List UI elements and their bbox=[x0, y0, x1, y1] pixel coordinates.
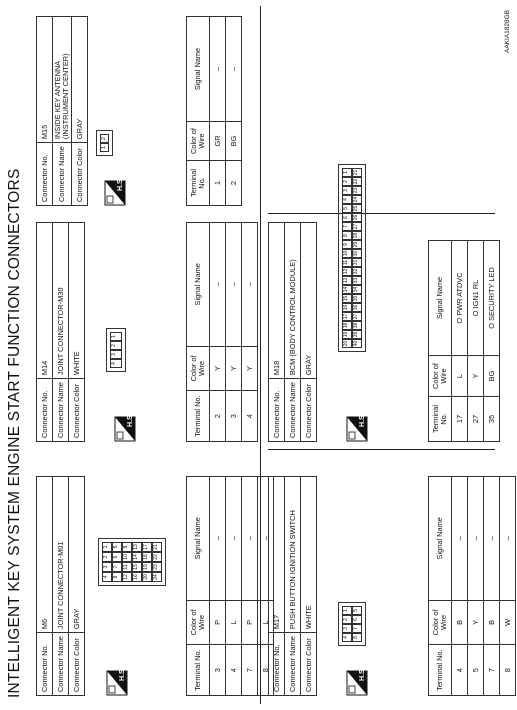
hs-label: H.S. bbox=[127, 416, 134, 427]
col-signal-name: Signal Name bbox=[187, 477, 210, 601]
connector-pin: 17 bbox=[342, 312, 352, 321]
connector-face bbox=[338, 164, 366, 352]
col-wire-color: Color of Wire bbox=[187, 600, 210, 645]
connector-pin: 4 bbox=[102, 572, 112, 582]
connector-pin: 13 bbox=[132, 542, 142, 552]
col-wire-color: Color of Wire bbox=[187, 346, 210, 391]
wire-color: L bbox=[258, 600, 274, 645]
connector-pin: 39 bbox=[352, 330, 362, 339]
wire-color: Y bbox=[242, 346, 258, 391]
connector-pin: 3 bbox=[102, 562, 112, 572]
label-connector-name: Connector Name bbox=[53, 633, 69, 696]
connector-pin: 15 bbox=[342, 294, 352, 303]
terminal-table bbox=[186, 16, 242, 206]
signal-name: – bbox=[210, 477, 226, 601]
connector-pin: 1 bbox=[110, 332, 122, 341]
connector-pin: 1 bbox=[342, 168, 352, 177]
terminal-no: 1 bbox=[210, 161, 226, 206]
col-wire-color: Color of Wire bbox=[187, 122, 210, 161]
pin-row bbox=[112, 542, 122, 582]
table-row bbox=[484, 241, 500, 442]
connector-pin: 22 bbox=[352, 177, 362, 186]
connector-pin: 2 bbox=[342, 177, 352, 186]
col-signal-name: Signal Name bbox=[187, 223, 210, 347]
connector-color: WHITE bbox=[301, 477, 317, 633]
connector-pin: 3 bbox=[342, 624, 352, 633]
col-terminal-no: Terminal No. bbox=[429, 645, 452, 696]
connector-pin: 2 bbox=[100, 134, 109, 143]
signal-name: – bbox=[258, 477, 274, 601]
col-terminal-no: Terminal No. bbox=[187, 391, 210, 442]
connector-pin: 4 bbox=[342, 633, 352, 642]
connector-info-table bbox=[36, 16, 88, 206]
terminal-no: 17 bbox=[452, 397, 468, 442]
label-connector-name: Connector Name bbox=[285, 379, 301, 442]
connector-pin: 31 bbox=[352, 258, 362, 267]
connector-pin: 40 bbox=[352, 339, 362, 348]
table-row bbox=[452, 477, 468, 696]
hs-marker bbox=[104, 182, 124, 206]
wire-color: B bbox=[452, 600, 468, 645]
connector-pin: 24 bbox=[352, 195, 362, 204]
connector-pin: 3 bbox=[342, 186, 352, 195]
pin-row bbox=[152, 542, 162, 582]
wire-color: GR bbox=[210, 122, 226, 161]
connector-pin: 20 bbox=[142, 572, 152, 582]
hs-label: H.S. bbox=[117, 180, 124, 191]
terminal-no: 2 bbox=[226, 161, 242, 206]
connector-pin: 7 bbox=[112, 562, 122, 572]
wire-color: BG bbox=[484, 356, 500, 397]
terminal-no: 27 bbox=[468, 397, 484, 442]
connector-pin: 25 bbox=[352, 204, 362, 213]
table-row bbox=[226, 477, 242, 696]
connector-pin: 2 bbox=[342, 615, 352, 624]
connector-pin: 6 bbox=[352, 615, 362, 624]
hs-label: H.S. bbox=[119, 670, 126, 681]
hs-label: H.S. bbox=[359, 670, 366, 681]
connector-pin: 1 bbox=[100, 143, 109, 152]
connector-face bbox=[106, 328, 126, 372]
signal-name: – bbox=[226, 17, 242, 122]
connector-info-table bbox=[268, 476, 317, 696]
terminal-table bbox=[186, 222, 258, 442]
wire-color: L bbox=[226, 600, 242, 645]
pin-row bbox=[122, 542, 132, 582]
connector-face bbox=[98, 538, 166, 586]
pin-row bbox=[142, 542, 152, 582]
connector-name: JOINT CONNECTOR-M01 bbox=[53, 477, 69, 633]
col-wire-color: Color of Wire bbox=[429, 600, 452, 645]
terminal-no: 3 bbox=[226, 391, 242, 442]
harness-side-icon bbox=[106, 670, 128, 696]
connector-pin: 1 bbox=[342, 606, 352, 615]
connector-name: BCM (BODY CONTROL MODULE) bbox=[285, 223, 301, 379]
table-row bbox=[242, 223, 258, 442]
harness-side-icon bbox=[346, 670, 368, 696]
table-row bbox=[468, 477, 484, 696]
col-wire-color: Color of Wire bbox=[429, 356, 452, 397]
connector-color: GRAY bbox=[301, 223, 317, 379]
terminal-no: 2 bbox=[210, 391, 226, 442]
label-connector-name: Connector Name bbox=[285, 633, 301, 696]
connector-color: WHITE bbox=[69, 223, 85, 379]
connector-color: GRAY bbox=[69, 477, 85, 633]
connector-pin: 6 bbox=[342, 213, 352, 222]
table-row bbox=[210, 477, 226, 696]
connector-panel-m14 bbox=[36, 222, 254, 442]
divider-vertical-1 bbox=[268, 449, 495, 450]
connector-pin: 36 bbox=[352, 303, 362, 312]
connector-info-table bbox=[36, 222, 85, 442]
connector-pin: 23 bbox=[152, 562, 162, 572]
wire-color: W bbox=[500, 600, 516, 645]
signal-name: O PWR ATDVC bbox=[452, 241, 468, 356]
connector-pin: 27 bbox=[352, 222, 362, 231]
hs-marker bbox=[114, 418, 134, 442]
signal-name: – bbox=[242, 477, 258, 601]
terminal-no: 4 bbox=[452, 645, 468, 696]
connector-pin: 37 bbox=[352, 312, 362, 321]
table-row bbox=[452, 241, 468, 442]
connector-no: M14 bbox=[37, 223, 53, 379]
connector-pin: 14 bbox=[342, 285, 352, 294]
pin-row bbox=[102, 542, 112, 582]
signal-name: – bbox=[210, 223, 226, 347]
terminal-no: 7 bbox=[242, 645, 258, 696]
hs-marker bbox=[346, 672, 366, 696]
label-connector-color: Connector Color bbox=[69, 379, 85, 442]
label-connector-no: Connector No. bbox=[37, 633, 53, 696]
label-connector-color: Connector Color bbox=[69, 633, 85, 696]
signal-name: – bbox=[226, 223, 242, 347]
connector-no: M15 bbox=[37, 17, 53, 143]
connector-pin: 24 bbox=[152, 572, 162, 582]
connector-pin: 21 bbox=[352, 168, 362, 177]
table-row bbox=[500, 477, 516, 696]
signal-name: – bbox=[484, 477, 500, 601]
connector-face bbox=[96, 130, 113, 156]
connector-pin: 17 bbox=[142, 542, 152, 552]
connector-pin: 14 bbox=[132, 552, 142, 562]
connector-pin: 7 bbox=[342, 222, 352, 231]
connector-pin: 9 bbox=[122, 542, 132, 552]
connector-color: GRAY bbox=[72, 17, 88, 143]
connector-pin: 9 bbox=[342, 240, 352, 249]
connector-pin: 4 bbox=[342, 195, 352, 204]
connector-pin: 1 bbox=[102, 542, 112, 552]
table-row bbox=[468, 241, 484, 442]
connector-pin: 5 bbox=[342, 204, 352, 213]
pin-row bbox=[132, 542, 142, 582]
wire-color: Y bbox=[468, 356, 484, 397]
col-terminal-no: Terminal No. bbox=[429, 397, 452, 442]
signal-name: – bbox=[500, 477, 516, 601]
connector-pin: 18 bbox=[342, 321, 352, 330]
signal-name: – bbox=[242, 223, 258, 347]
terminal-no: 5 bbox=[468, 645, 484, 696]
connector-pin: 10 bbox=[342, 249, 352, 258]
wire-color: Y bbox=[468, 600, 484, 645]
connector-pin: 15 bbox=[132, 562, 142, 572]
terminal-table bbox=[428, 476, 516, 696]
terminal-no: 35 bbox=[484, 397, 500, 442]
connector-pin: 26 bbox=[352, 213, 362, 222]
connector-no: M6 bbox=[37, 477, 53, 633]
figure-code: AAKIA1828GB bbox=[504, 10, 511, 53]
connector-name: INSIDE KEY ANTENNA (INSTRUMENT CENTER) bbox=[53, 17, 72, 143]
connector-pin: 32 bbox=[352, 267, 362, 276]
connector-pin: 13 bbox=[342, 276, 352, 285]
connector-pin: 22 bbox=[152, 552, 162, 562]
connector-pin: 34 bbox=[352, 285, 362, 294]
wire-color: BG bbox=[226, 122, 242, 161]
connector-no: M17 bbox=[269, 477, 285, 633]
label-connector-no: Connector No. bbox=[269, 633, 285, 696]
hs-marker bbox=[346, 418, 366, 442]
wire-color: L bbox=[452, 356, 468, 397]
connector-info-table bbox=[268, 222, 317, 442]
col-terminal-no: Terminal No. bbox=[187, 161, 210, 206]
connector-pin: 12 bbox=[342, 267, 352, 276]
signal-name: O IGN1 RL bbox=[468, 241, 484, 356]
connector-panel-m17 bbox=[268, 476, 512, 696]
table-row bbox=[210, 223, 226, 442]
label-connector-no: Connector No. bbox=[37, 143, 53, 206]
terminal-table bbox=[428, 240, 500, 442]
pin-row bbox=[352, 168, 362, 348]
col-signal-name: Signal Name bbox=[187, 17, 210, 122]
hs-label: H.S. bbox=[359, 416, 366, 427]
signal-name: – bbox=[452, 477, 468, 601]
col-signal-name: Signal Name bbox=[429, 477, 452, 601]
pin-row bbox=[342, 606, 352, 642]
connector-pin: 6 bbox=[112, 552, 122, 562]
terminal-no: 8 bbox=[500, 645, 516, 696]
connector-panel-m18 bbox=[268, 169, 496, 442]
connector-pin: 3 bbox=[110, 350, 122, 359]
connector-pin: 19 bbox=[342, 330, 352, 339]
hs-marker bbox=[106, 672, 126, 696]
connector-pin: 28 bbox=[352, 231, 362, 240]
wire-color: P bbox=[242, 600, 258, 645]
wire-color: B bbox=[484, 600, 500, 645]
connector-pin: 23 bbox=[352, 186, 362, 195]
connector-pin: 11 bbox=[122, 562, 132, 572]
connector-pin: 8 bbox=[112, 572, 122, 582]
signal-name: – bbox=[210, 17, 226, 122]
connector-pin: 5 bbox=[112, 542, 122, 552]
label-connector-name: Connector Name bbox=[53, 379, 69, 442]
connector-name: JOINT CONNECTOR-M30 bbox=[53, 223, 69, 379]
wire-color: P bbox=[210, 600, 226, 645]
pin-row bbox=[342, 168, 352, 348]
connector-pin: 29 bbox=[352, 240, 362, 249]
page-title: INTELLIGENT KEY SYSTEM ENGINE START FUNCTION CONNECTORS bbox=[6, 168, 23, 698]
connector-pin: 5 bbox=[352, 606, 362, 615]
table-row bbox=[226, 17, 242, 206]
label-connector-color: Connector Color bbox=[72, 143, 88, 206]
connector-pin: 38 bbox=[352, 321, 362, 330]
pin-row bbox=[110, 332, 122, 368]
connector-info-table bbox=[36, 476, 85, 696]
connector-pin: 16 bbox=[342, 303, 352, 312]
connector-pin: 19 bbox=[142, 562, 152, 572]
connector-panel-m15 bbox=[36, 16, 238, 206]
terminal-no: 3 bbox=[210, 645, 226, 696]
label-connector-no: Connector No. bbox=[37, 379, 53, 442]
connector-name: PUSH BUTTON IGNITION SWITCH bbox=[285, 477, 301, 633]
connector-pin: 18 bbox=[142, 552, 152, 562]
connector-pin: 12 bbox=[122, 572, 132, 582]
connector-pin: 35 bbox=[352, 294, 362, 303]
connector-face bbox=[338, 602, 366, 646]
signal-name: – bbox=[468, 477, 484, 601]
connector-pin: 30 bbox=[352, 249, 362, 258]
terminal-no: 8 bbox=[258, 645, 274, 696]
terminal-table bbox=[186, 476, 274, 696]
pin-row bbox=[352, 606, 362, 642]
table-row bbox=[242, 477, 258, 696]
connector-pin: 16 bbox=[132, 572, 142, 582]
connector-pin: 11 bbox=[342, 258, 352, 267]
wire-color: Y bbox=[210, 346, 226, 391]
connector-panel-m6 bbox=[36, 476, 270, 696]
connector-pin: 7 bbox=[352, 624, 362, 633]
connector-pin: 10 bbox=[122, 552, 132, 562]
connector-pin: 8 bbox=[352, 633, 362, 642]
harness-side-icon bbox=[104, 180, 126, 206]
table-row bbox=[226, 223, 242, 442]
label-connector-no: Connector No. bbox=[269, 379, 285, 442]
terminal-no: 7 bbox=[484, 645, 500, 696]
connector-pin: 21 bbox=[152, 542, 162, 552]
signal-name: O SECURITY LED bbox=[484, 241, 500, 356]
label-connector-color: Connector Color bbox=[301, 633, 317, 696]
wire-color: Y bbox=[226, 346, 242, 391]
connector-pin: 2 bbox=[110, 341, 122, 350]
connector-pin: 33 bbox=[352, 276, 362, 285]
terminal-no: 4 bbox=[242, 391, 258, 442]
connector-pin: 20 bbox=[342, 339, 352, 348]
table-row bbox=[484, 477, 500, 696]
divider-vertical-2 bbox=[268, 213, 495, 214]
col-terminal-no: Terminal No. bbox=[187, 645, 210, 696]
connector-no: M18 bbox=[269, 223, 285, 379]
label-connector-color: Connector Color bbox=[301, 379, 317, 442]
table-row bbox=[210, 17, 226, 206]
connector-pin: 2 bbox=[102, 552, 112, 562]
label-connector-name: Connector Name bbox=[53, 143, 72, 206]
connector-pin: 4 bbox=[110, 359, 122, 368]
connector-pin: 8 bbox=[342, 231, 352, 240]
terminal-no: 4 bbox=[226, 645, 242, 696]
signal-name: – bbox=[226, 477, 242, 601]
pin-row bbox=[100, 134, 109, 152]
harness-side-icon bbox=[114, 416, 136, 442]
harness-side-icon bbox=[346, 416, 368, 442]
col-signal-name: Signal Name bbox=[429, 241, 452, 356]
